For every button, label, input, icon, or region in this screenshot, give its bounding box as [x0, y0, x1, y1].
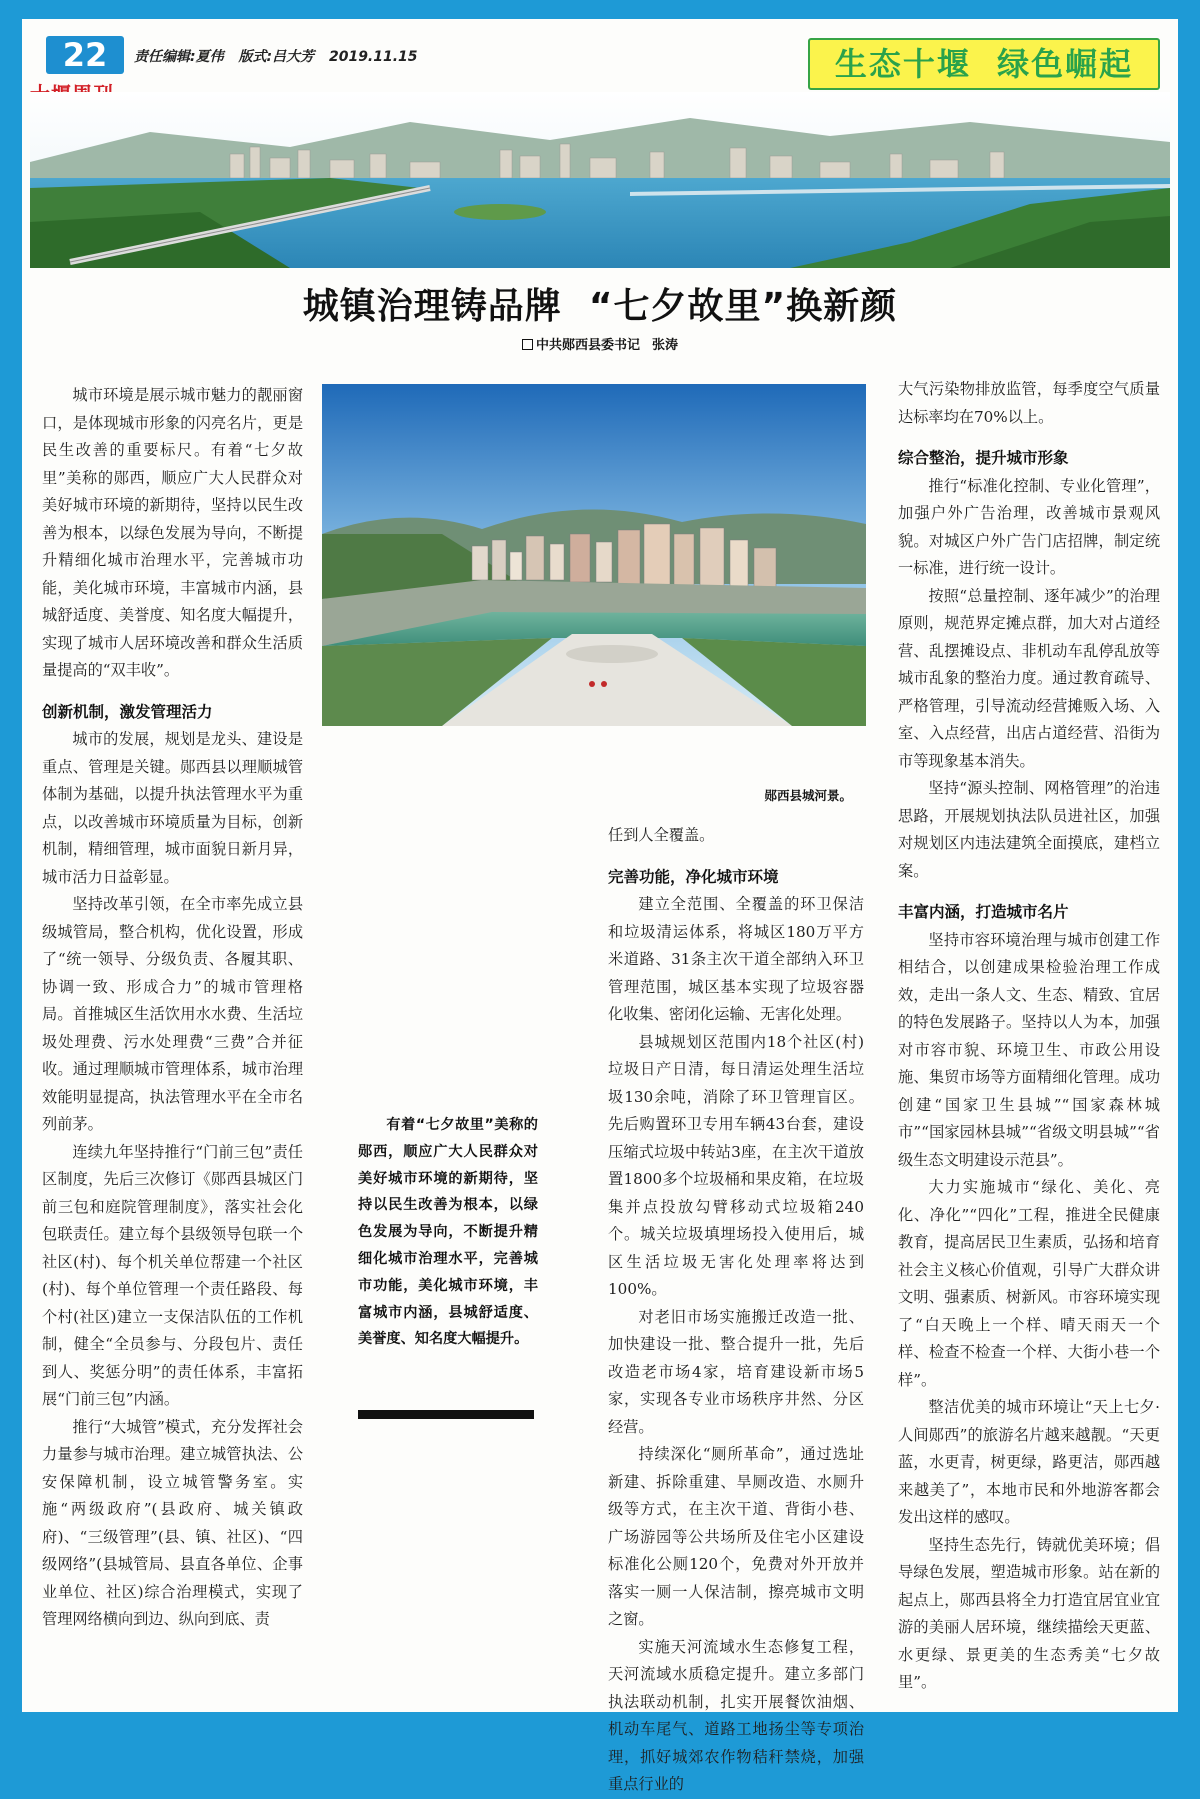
editor: 责任编辑:夏伟: [134, 49, 224, 65]
body-paragraph: 坚持生态先行，铸就优美环境；倡导绿色发展，塑造城市形象。站在新的起点上，郧西县将全力打造宜居宜业宜游的美丽人居环境，继续描绘天更蓝、水更绿、景更美的生态秀美“七夕故里”。: [898, 1535, 1160, 1691]
section-heading: 完善功能，净化城市环境: [608, 867, 779, 886]
city-river-photo: [322, 384, 866, 726]
section-heading: 创新机制，激发管理活力: [42, 702, 213, 721]
hero-panorama-image: [30, 92, 1170, 268]
pull-quote-text: 有着“七夕故里”美称的郧西，顺应广大人民群众对美好城市环境的新期待，坚持以民生改善为根本，以绿色发展为导向，不断提升精细化城市治理水平，完善城市功能，美化城市环境，丰富城市内涵，县城舒适度、美誉度、知名度大幅提升。: [358, 1117, 538, 1348]
body-paragraph: 坚持改革引领，在全市率先成立县级城管局，整合机构，优化设置，形成了“统一领导、分级负责、各履其职、协调一致、形成合力”的城市管理格局。首推城区生活饮用水水费、生活垃圾处理费、污水处理费“三费”合并征收。通过理顺城市管理体系，城市治理效能明显提高，执法管理水平在全市名列前茅。: [42, 895, 303, 1133]
continued-text: 大气污染物排放监管，每季度空气质量达标率均在70%以上。: [898, 380, 1160, 426]
column-3: [608, 822, 864, 1799]
photo-caption: 郧西县城河景。: [764, 788, 852, 803]
body-paragraph: 大力实施城市“绿化、美化、亮化、净化”“四化”工程，推进全民健康教育，提高居民卫生素质，弘扬和培育社会主义核心价值观，引导广大群众讲文明、强素质、树新风。市容环境实现了“白天晚上一个样、晴天雨天一个样、检查不检查一个样、大街小巷一个样”。: [898, 1178, 1160, 1389]
article-headline: 城镇治理铸品牌 “七夕故里”换新颜: [302, 286, 898, 327]
section-slogan: 生态十堰 绿色崛起: [808, 38, 1160, 90]
body-paragraph: 推行“大城管”模式，充分发挥社会力量参与城市治理。建立城管执法、公安保障机制，设立城管警务室。实施“两级政府”(县政府、城关镇政府)、“三级管理”(县、镇、社区)、“四级网络”(县城管局、县直各单位、企事业单位、社区)综合治理模式，实现了管理网络横向到边、纵向到底、责: [42, 1417, 303, 1628]
layout-credit: 版式:吕大芳: [238, 49, 315, 65]
column-1: [42, 382, 303, 1634]
byline-author: 张涛: [652, 338, 679, 353]
article-byline: [22, 334, 1178, 353]
top-rule: [22, 16, 1178, 19]
body-paragraph: 城市的发展，规划是龙头、建设是重点、管理是关键。郧西县以理顺城管体制为基础，以提升执法管理水平为重点，以改善城市环境质量为目标，创新机制，精细管理，城市面貌日新月异，城市活力日益彰显。: [42, 730, 303, 886]
issue-date: 2019.11.15: [328, 49, 418, 65]
body-paragraph: 坚持市容环境治理与城市创建工作相结合，以创建成果检验治理工作成效，走出一条人文、生态、精致、宜居的特色发展路子。坚持以人为本，加强对市容市貌、环境卫生、市政公用设施、集贸市场等方面精细化管理。成功创建“国家卫生县城”“国家森林城市”“国家园林县城”“省级文明县城”“省级生态文明建设示范县”。: [898, 930, 1160, 1169]
body-paragraph: 连续九年坚持推行“门前三包”责任区制度，先后三次修订《郧西县城区门前三包和庭院管理制度》，落实社会化包联责任。建立每个县级领导包联一个社区(村)、每个机关单位帮建一个社区(村)、每个单位管理一个责任路段、每个村(社区)建立一支保洁队伍的工作机制，健全“全员参与、分段包片、责任到人、奖惩分明”的责任体系，丰富拓展“门前三包”内涵。: [42, 1142, 303, 1408]
editorial-meta: [134, 46, 428, 66]
newspaper-page: [22, 16, 1178, 1793]
body-paragraph: 县城规划区范围内18个社区(村)垃圾日产日清，每日清运处理生活垃圾130余吨，消除了环卫管理盲区。先后购置环卫专用车辆43台套，建设压缩式垃圾中转站3座，在主次干道放置1800多个垃圾桶和果皮箱，在垃圾集并点投放勾臂移动式垃圾箱240个。城关垃圾填埋场投入使用后，城区生活垃圾无害化处理率将达到100%。: [608, 1032, 864, 1298]
body-paragraph: 推行“标准化控制、专业化管理”，加强户外广告治理，改善城市景观风貌。对城区户外广告门店招牌，制定统一标准，进行统一设计。: [898, 476, 1160, 577]
section-heading: 丰富内涵，打造城市名片: [898, 903, 1069, 921]
pull-quote-rule: [358, 1410, 534, 1419]
byline-box-icon: [522, 339, 533, 350]
section-heading: 综合整治，提升城市形象: [898, 449, 1069, 467]
body-paragraph: 建立全范围、全覆盖的环卫保洁和垃圾清运体系，将城区180万平方米道路、31条主次干道全部纳入环卫管理范围，城区基本实现了垃圾容器化收集、密闭化运输、无害化处理。: [608, 895, 864, 1023]
column-4: [898, 376, 1160, 1697]
body-paragraph: 坚持“源头控制、网格管理”的治违思路，开展规划执法队员进社区，加强对规划区内违法建筑全面摸底，建档立案。: [898, 779, 1160, 880]
body-paragraph: 整洁优美的城市环境让“天上七夕·人间郧西”的旅游名片越来越靓。“天更蓝，水更青，树更绿，路更洁，郧西越来越美了”，本地市民和外地游客都会发出这样的感叹。: [898, 1398, 1160, 1526]
pull-quote: [358, 1112, 538, 1353]
page-number: 22: [46, 36, 124, 74]
intro-paragraph: 城市环境是展示城市魅力的靓丽窗口，是体现城市形象的闪亮名片，更是民生改善的重要标尺。有着“七夕故里”美称的郧西，顺应广大人民群众对美好城市环境的新期待，坚持以民生改善为根本，以绿色发展为导向，不断提升精细化城市治理水平，完善城市功能，美化城市环境，丰富城市内涵，县城舒适度、美誉度、知名度大幅提升，实现了城市人居环境改善和群众生活质量提高的“双丰收”。: [42, 386, 303, 679]
continued-text: 任到人全覆盖。: [608, 826, 715, 844]
body-paragraph: 对老旧市场实施搬迁改造一批、加快建设一批、整合提升一批，先后改造老市场4家，培育建设新市场5家，实现各专业市场秩序井然、分区经营。: [608, 1307, 864, 1436]
body-paragraph: 持续深化“厕所革命”，通过选址新建、拆除重建、旱厕改造、水厕升级等方式，在主次干道、背街小巷、广场游园等公共场所及住宅小区建设标准化公厕120个，免费对外开放并落实一厕一人保洁制，擦亮城市文明之窗。: [608, 1445, 864, 1628]
body-paragraph: 按照“总量控制、逐年减少”的治理原则，规范界定摊点群，加大对占道经营、乱摆摊设点、非机动车乱停乱放等城市乱象的整治力度。通过教育疏导、严格管理，引导流动经营摊贩入场、入室、入点经营，出店占道经营、沿街为市等现象基本消失。: [898, 586, 1160, 770]
byline-org: 中共郧西县委书记: [535, 338, 640, 353]
body-paragraph: 实施天河流域水生态修复工程，天河流域水质稳定提升。建立多部门执法联动机制，扎实开展餐饮油烟、机动车尾气、道路工地扬尘等专项治理，抓好城郊农作物秸秆禁烧，加强重点行业的: [608, 1637, 864, 1793]
